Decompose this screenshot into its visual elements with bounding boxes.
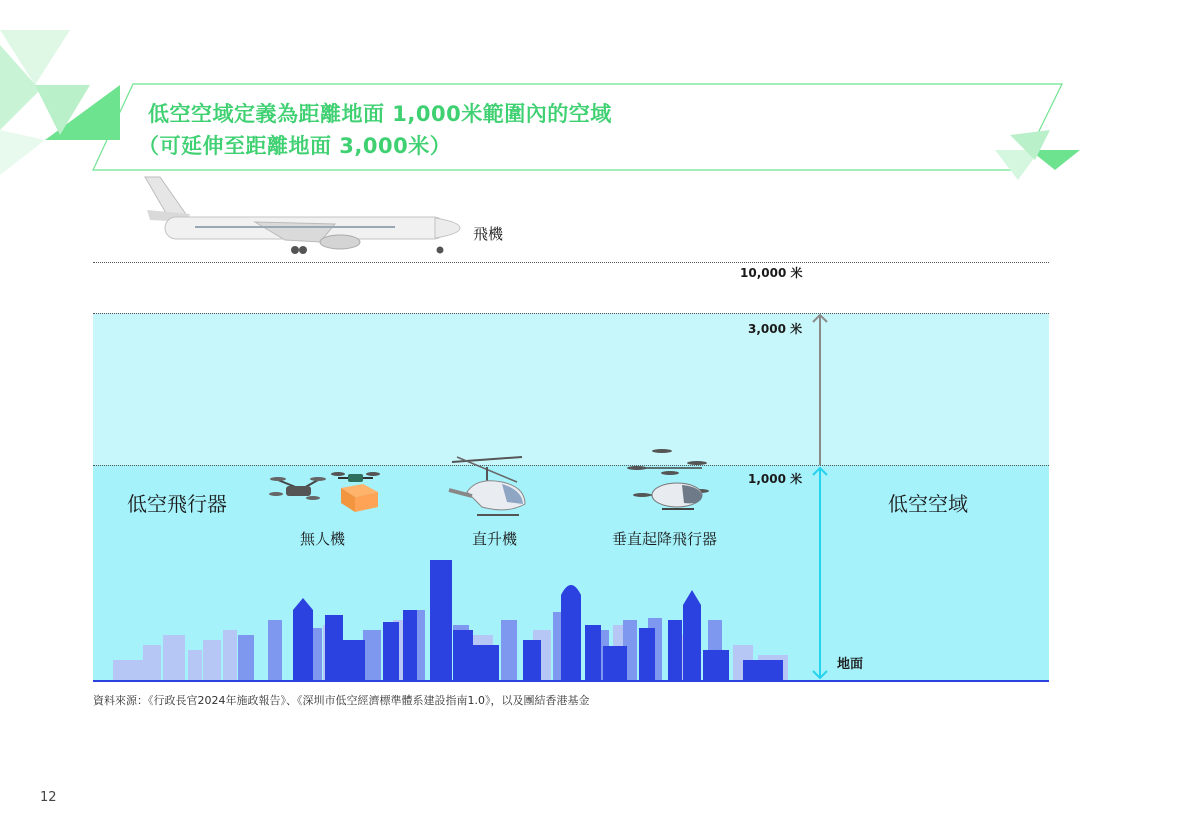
city-skyline-illustration xyxy=(93,550,813,682)
airplane-label: 飛機 xyxy=(473,225,504,243)
altitude-line-10000 xyxy=(93,262,1049,263)
ground-label: 地面 xyxy=(837,657,864,672)
airspace-zone-upper xyxy=(93,313,1049,465)
vtol-aircraft-icon xyxy=(622,443,717,518)
title-line-1: 低空空域定義為距離地面 1,000米範圍內的空域 xyxy=(148,102,612,126)
title-line-2: （可延伸至距離地面 3,000米） xyxy=(138,134,452,158)
altitude-label-3000: 3,000 米 xyxy=(748,322,803,336)
page-number: 12 xyxy=(40,790,57,805)
altitude-label-1000: 1,000 米 xyxy=(748,472,803,486)
source-note: 資料來源：《行政長官2024年施政報告》、《深圳市低空經濟標準體系建設指南1.0》，以及團結香港基金 xyxy=(93,694,590,707)
low-altitude-airspace-label: 低空空域 xyxy=(888,492,968,516)
drone-label: 無人機 xyxy=(300,530,346,548)
helicopter-icon xyxy=(447,452,532,522)
decorative-triangles-left xyxy=(0,30,120,175)
decorative-triangles-right xyxy=(995,130,1080,180)
altitude-line-1000 xyxy=(93,465,1049,466)
helicopter-label: 直升機 xyxy=(472,530,518,548)
airplane-icon xyxy=(135,172,465,257)
low-altitude-aircraft-label: 低空飛行器 xyxy=(127,492,227,516)
altitude-line-3000 xyxy=(93,313,1049,314)
altitude-label-10000: 10,000 米 xyxy=(740,266,803,280)
vtol-label: 垂直起降飛行器 xyxy=(612,530,718,548)
altitude-range-arrows xyxy=(810,310,830,685)
drone-icon xyxy=(268,470,383,515)
ground-line xyxy=(93,680,1049,682)
